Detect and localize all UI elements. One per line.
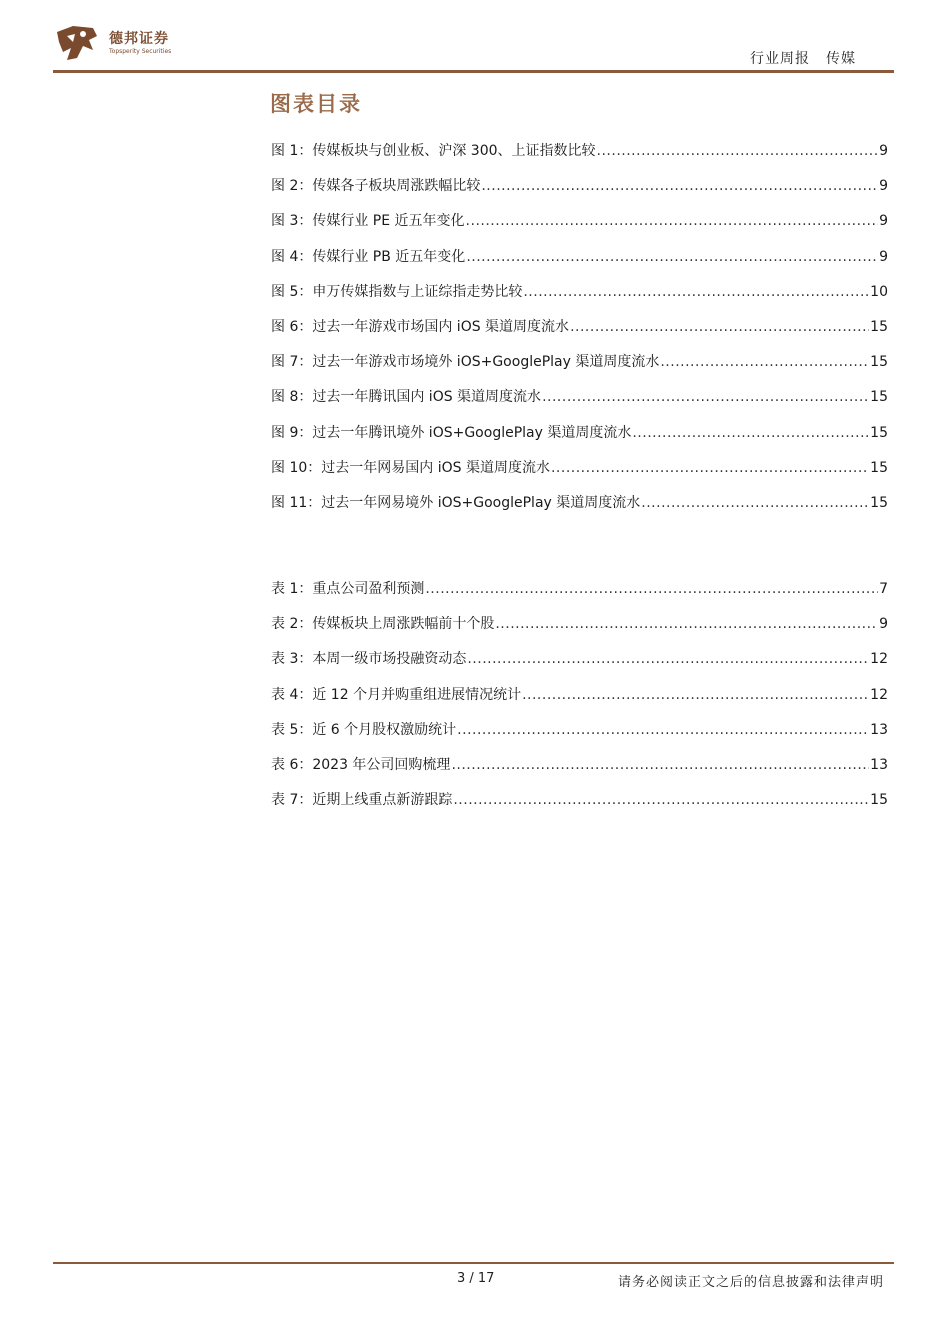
footer-divider — [53, 1262, 894, 1264]
entry-label: 图 10：过去一年网易国内 iOS 渠道周度流水 — [271, 459, 550, 476]
figure-entry[interactable] — [271, 246, 888, 281]
figure-entry[interactable] — [271, 457, 888, 492]
entry-page: 15 — [870, 792, 888, 809]
table-entry[interactable] — [271, 719, 888, 754]
figure-entry[interactable] — [271, 281, 888, 316]
figure-list — [271, 140, 888, 527]
entry-label: 图 9：过去一年腾讯境外 iOS+GooglePlay 渠道周度流水 — [271, 424, 632, 441]
entry-page: 7 — [879, 581, 888, 597]
figure-entry[interactable] — [271, 210, 888, 245]
entry-label: 图 5：申万传媒指数与上证综指走势比较 — [271, 283, 523, 300]
entry-label: 表 5：近 6 个月股权激励统计 — [271, 721, 457, 738]
footer-disclaimer: 请务必阅读正文之后的信息披露和法律声明 — [617, 1275, 884, 1290]
table-entry[interactable] — [271, 754, 888, 789]
entry-page: 12 — [870, 651, 888, 668]
dot-leader — [551, 460, 869, 476]
dot-leader — [570, 319, 869, 335]
entry-label: 图 1：传媒板块与创业板、沪深 300、上证指数比较 — [271, 143, 596, 159]
entry-label: 表 6：2023 年公司回购梳理 — [271, 756, 451, 773]
table-entry[interactable] — [271, 648, 888, 683]
dot-leader — [453, 792, 869, 808]
entry-label: 图 11：过去一年网易境外 iOS+GooglePlay 渠道周度流水 — [271, 494, 641, 511]
dot-leader — [467, 651, 869, 667]
figure-entry[interactable] — [271, 316, 888, 351]
entry-label: 图 8：过去一年腾讯国内 iOS 渠道周度流水 — [271, 389, 542, 406]
dot-leader — [481, 178, 878, 194]
entry-page: 15 — [870, 494, 888, 511]
entry-label: 表 3：本周一级市场投融资动态 — [271, 651, 467, 668]
entry-page: 9 — [879, 616, 888, 633]
logo-chinese-text: 德邦证券 — [109, 31, 169, 47]
dot-leader — [641, 495, 869, 511]
logo-mark-icon — [53, 22, 99, 64]
toc-title: 图表目录 — [270, 92, 362, 116]
entry-page: 12 — [870, 686, 888, 703]
entry-page: 15 — [870, 389, 888, 406]
report-type: 行业周报 — [750, 51, 810, 67]
entry-page: 13 — [870, 756, 888, 773]
dot-leader — [495, 616, 878, 632]
entry-label: 表 4：近 12 个月并购重组进展情况统计 — [271, 686, 522, 703]
figure-entry[interactable] — [271, 140, 888, 175]
entry-label: 图 2：传媒各子板块周涨跌幅比较 — [271, 178, 481, 195]
entry-page: 15 — [870, 318, 888, 335]
entry-label: 表 1：重点公司盈利预测 — [271, 581, 425, 597]
report-sector: 传媒 — [826, 51, 856, 67]
entry-label: 图 6：过去一年游戏市场国内 iOS 渠道周度流水 — [271, 318, 570, 335]
entry-page: 15 — [870, 459, 888, 476]
dot-leader — [542, 389, 869, 405]
entry-label: 表 2：传媒板块上周涨跌幅前十个股 — [271, 616, 495, 633]
dot-leader — [425, 581, 878, 597]
dot-leader — [466, 249, 878, 265]
figure-entry[interactable] — [271, 422, 888, 457]
figure-entry[interactable] — [271, 351, 888, 386]
dot-leader — [466, 213, 879, 229]
dot-leader — [451, 757, 869, 773]
dot-leader — [522, 687, 869, 703]
table-list — [271, 578, 888, 824]
entry-page: 13 — [870, 721, 888, 738]
table-entry[interactable] — [271, 578, 888, 613]
entry-label: 图 3：传媒行业 PE 近五年变化 — [271, 213, 465, 230]
dot-leader — [632, 425, 869, 441]
entry-page: 9 — [879, 213, 888, 230]
report-category — [750, 48, 856, 68]
entry-page: 10 — [870, 283, 888, 300]
entry-page: 15 — [870, 424, 888, 441]
table-entry[interactable] — [271, 789, 888, 824]
entry-page: 9 — [879, 248, 888, 265]
entry-label: 图 4：传媒行业 PB 近五年变化 — [271, 248, 466, 265]
header-divider — [53, 70, 894, 73]
dot-leader — [597, 143, 879, 159]
entry-page: 9 — [879, 143, 888, 159]
figure-entry[interactable] — [271, 175, 888, 210]
table-entry[interactable] — [271, 613, 888, 648]
dot-leader — [523, 284, 869, 300]
entry-label: 表 7：近期上线重点新游跟踪 — [271, 792, 453, 809]
dot-leader — [660, 354, 869, 370]
logo-english-text: Topsperity Securities — [109, 48, 172, 55]
table-entry[interactable] — [271, 684, 888, 719]
page-number: 3 / 17 — [457, 1271, 495, 1286]
figure-entry[interactable] — [271, 386, 888, 421]
entry-label: 图 7：过去一年游戏市场境外 iOS+GooglePlay 渠道周度流水 — [271, 354, 660, 371]
figure-entry[interactable] — [271, 492, 888, 527]
entry-page: 15 — [870, 354, 888, 371]
company-logo — [53, 22, 193, 66]
entry-page: 9 — [879, 178, 888, 195]
dot-leader — [457, 722, 869, 738]
